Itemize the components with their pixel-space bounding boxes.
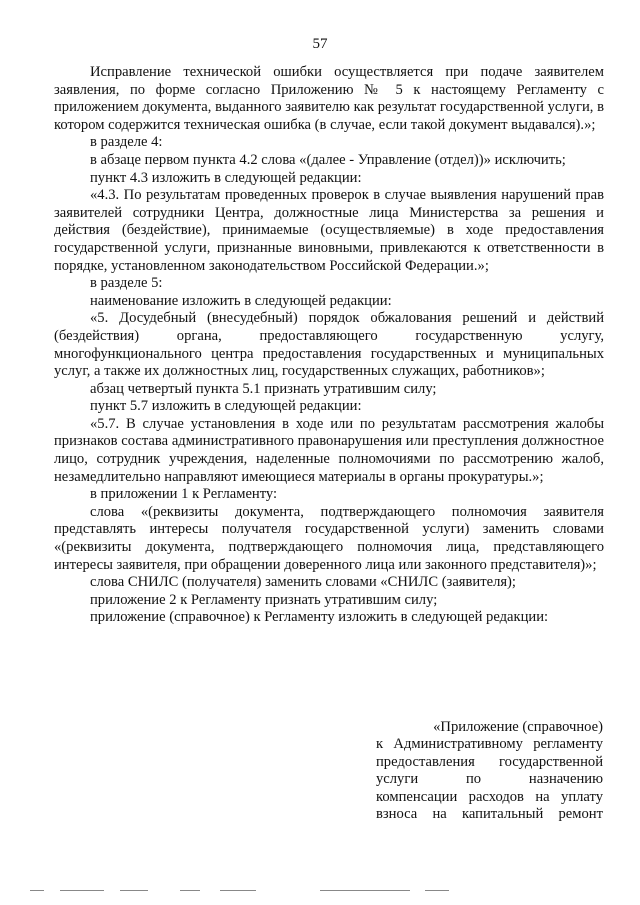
paragraph-reference-appendix: приложение (справочное) к Регламенту изложить в следующей редакции: (90, 609, 549, 626)
amendment-text (54, 64, 604, 627)
scan-mark (220, 890, 256, 891)
paragraph-section-5-title-intro: наименование изложить в следующей редакции: (90, 292, 392, 309)
scan-artifact-marks (30, 887, 620, 895)
page-number: 57 (312, 36, 328, 52)
paragraph-section-4: в разделе 4: (90, 134, 163, 151)
scan-mark (30, 890, 44, 891)
scan-mark (60, 890, 104, 891)
appendix-line: взноса на капитальный ремонт (376, 806, 603, 823)
scan-mark (425, 890, 449, 891)
appendix-line: к Административному регламенту (376, 736, 603, 753)
paragraph-appendix-1-words: слова «(реквизиты документа, подтверждающего полномочия заявителя представлять интересы получателя государственной услуги) заменить словами «(реквизиты документа, подтверждающего полномочия лица, представляющего интересы заявителя, при обращении доверенного лица или законного представителя)»; (54, 503, 604, 573)
paragraph-technical-error: Исправление технической ошибки осуществляется при подаче заявителем заявления, по форме согласно Приложению № 5 к настоящему Регламенту с приложением документа, выданного заявителю как результат государственной услуги, в котором содержится техническая ошибка (в случае, если такой документ выдавался).»; (54, 64, 604, 133)
paragraph-clause-4-2: в абзаце первом пункта 4.2 слова «(далее - Управление (отдел))» исключить; (90, 151, 566, 168)
appendix-line: «Приложение (справочное) (433, 719, 603, 735)
scan-mark (120, 890, 148, 891)
paragraph-clause-5-7-text: «5.7. В случае установления в ходе или по результатам рассмотрения жалобы признаков состава административного правонарушения или преступления должностное лицо, сотрудник учреждения, наделенные полномочиями по рассмотрению жалоб, незамедлительно направляют имеющиеся материалы в органы прокуратуры.»; (54, 415, 604, 485)
paragraph-clause-5-1: абзац четвертый пункта 5.1 признать утратившим силу; (90, 380, 437, 397)
paragraph-snils: слова СНИЛС (получателя) заменить словами «СНИЛС (заявителя); (90, 574, 516, 591)
scan-mark (180, 890, 200, 891)
paragraph-section-5: в разделе 5: (90, 275, 163, 292)
appendix-line: услуги по назначению (376, 771, 603, 788)
paragraph-appendix-2: приложение 2 к Регламенту признать утратившим силу; (90, 591, 438, 608)
paragraph-section-5-title-text: «5. Досудебный (внесудебный) порядок обжалования решений и действий (бездействия) органа, предоставляющего государственную услугу, многофункционального центра предоставления государственных и муниципальных услуг, а также их должностных лиц, государственных служащих, работников»; (54, 310, 604, 380)
paragraph-clause-4-3-intro: пункт 4.3 изложить в следующей редакции: (90, 169, 362, 186)
appendix-line: компенсации расходов на уплату (376, 788, 603, 805)
paragraph-appendix-1: в приложении 1 к Регламенту: (90, 486, 278, 503)
scan-mark (320, 890, 410, 891)
paragraph-clause-4-3-text: «4.3. По результатам проведенных проверок в случае выявления нарушений прав заявителей сотрудники Центра, должностные лица Министерства за решения и действия (бездействие), принимаемые (осуществляемые) в ходе предоставления государственной услуги, признанные виновными, привлекаются к ответственности в порядке, установленном законодательством Российской Федерации.»; (54, 187, 604, 274)
appendix-line: предоставления государственной (376, 753, 603, 770)
appendix-header-block (376, 719, 603, 823)
paragraph-clause-5-7-intro: пункт 5.7 изложить в следующей редакции: (90, 398, 362, 415)
